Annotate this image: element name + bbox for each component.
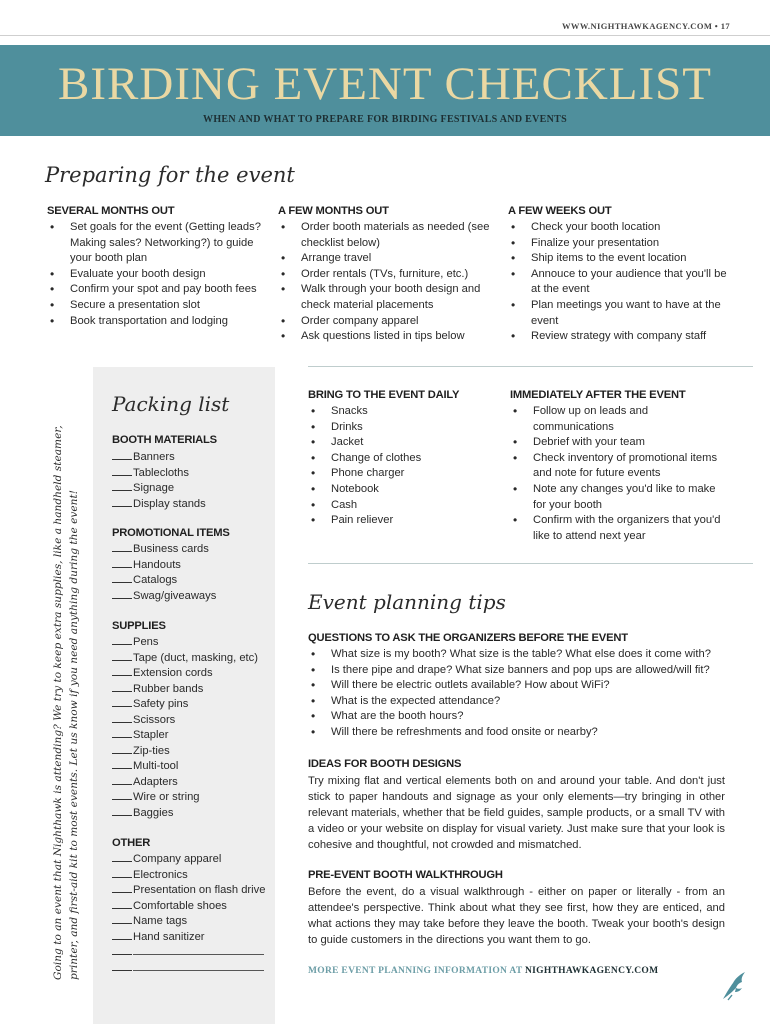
booth-materials-list (112, 450, 206, 512)
list-item: Swag/giveaways (112, 589, 216, 605)
list-item: • Change of clothes (308, 451, 498, 467)
list-item: • Debrief with your team (510, 435, 730, 451)
check-blank (112, 451, 132, 460)
other-heading: OTHER (112, 837, 151, 849)
list-item: • What size is my booth? What size is the table? What else does it come with? (308, 647, 738, 663)
list-item: • Check inventory of promotional items and note for future events (510, 451, 730, 482)
header-divider (0, 35, 770, 36)
list-item: Baggies (112, 806, 258, 822)
list-item: • Arrange travel (278, 251, 493, 267)
list-item: • Follow up on leads and communications (510, 404, 730, 435)
check-blank (112, 900, 132, 909)
page-subtitle: WHEN AND WHAT TO PREPARE FOR BIRDING FESTIVALS AND EVENTS (203, 114, 567, 125)
questions-list (308, 647, 738, 741)
list-item: • Cash (308, 498, 498, 514)
list-item: • Ask questions listed in tips below (278, 329, 493, 345)
after-event-heading: IMMEDIATELY AFTER THE EVENT (510, 389, 686, 401)
list-item: Zip-ties (112, 744, 258, 760)
check-blank (112, 590, 132, 599)
questions-heading: QUESTIONS TO ASK THE ORGANIZERS BEFORE THE EVENT (308, 632, 628, 644)
page-reference: WWW.NIGHTHAWKAGENCY.COM • 17 (562, 21, 730, 31)
check-blank (112, 543, 132, 552)
list-item: • Confirm your spot and pay booth fees (47, 282, 272, 298)
check-blank (112, 807, 132, 816)
check-blank (112, 559, 132, 568)
bring-daily-list (308, 404, 498, 529)
list-item: Catalogs (112, 573, 216, 589)
packing-list-sidebar (93, 367, 275, 1024)
divider (308, 366, 753, 367)
nighthawk-bird-icon (720, 970, 748, 1002)
several-months-heading: SEVERAL MONTHS OUT (47, 205, 175, 217)
list-item: Business cards (112, 542, 216, 558)
after-event-list (510, 404, 730, 544)
list-item: Tablecloths (112, 466, 206, 482)
list-item: • What are the booth hours? (308, 709, 738, 725)
preparing-section-title: Preparing for the event (45, 163, 295, 187)
ideas-heading: IDEAS FOR BOOTH DESIGNS (308, 758, 462, 770)
list-item: • Order company apparel (278, 314, 493, 330)
check-blank (112, 745, 132, 754)
list-item: • Order booth materials as needed (see checklist below) (278, 220, 493, 251)
check-blank (112, 667, 132, 676)
check-blank (112, 574, 132, 583)
check-blank (112, 884, 132, 893)
footer-label: MORE EVENT PLANNING INFORMATION AT (308, 966, 523, 976)
several-months-list (47, 220, 272, 329)
list-item: • Pain reliever (308, 513, 498, 529)
list-item: Extension cords (112, 666, 258, 682)
bring-daily-heading: BRING TO THE EVENT DAILY (308, 389, 460, 401)
list-item: Stapler (112, 728, 258, 744)
list-item: • Annouce to your audience that you'll be at the event (508, 267, 728, 298)
list-item: • Confirm with the organizers that you'd like to attend next year (510, 513, 730, 544)
blank-entry (112, 945, 265, 961)
list-item: Handouts (112, 558, 216, 574)
list-item: Banners (112, 450, 206, 466)
sidebar-note: Going to an event that Nighthawk is attending? We try to keep extra supplies, like a handheld steamer, printer, and first-aid kit to most events. Let us know if you need anything during the event! (52, 425, 80, 980)
page-title: BIRDING EVENT CHECKLIST (58, 58, 712, 110)
list-item: • Notebook (308, 482, 498, 498)
list-item: Rubber bands (112, 682, 258, 698)
check-blank (112, 652, 132, 661)
list-item: • Book transportation and lodging (47, 314, 272, 330)
supplies-heading: SUPPLIES (112, 620, 166, 632)
check-blank (112, 760, 132, 769)
list-item: • Jacket (308, 435, 498, 451)
check-blank (112, 791, 132, 800)
check-blank (112, 931, 132, 940)
list-item: • Snacks (308, 404, 498, 420)
list-item: • Ship items to the event location (508, 251, 728, 267)
check-blank (112, 683, 132, 692)
list-item: • Phone charger (308, 466, 498, 482)
list-item: Electronics (112, 868, 265, 884)
title-banner (0, 45, 770, 136)
list-item: • Plan meetings you want to have at the event (508, 298, 728, 329)
list-item: Hand sanitizer (112, 930, 265, 946)
list-item: • Will there be refreshments and food onsite or nearby? (308, 725, 738, 741)
list-item: • Secure a presentation slot (47, 298, 272, 314)
list-item: Name tags (112, 914, 265, 930)
check-blank (112, 636, 132, 645)
list-item: Tape (duct, masking, etc) (112, 651, 258, 667)
list-item: • Check your booth location (508, 220, 728, 236)
list-item: Wire or string (112, 790, 258, 806)
check-blank (112, 776, 132, 785)
list-item: Adapters (112, 775, 258, 791)
supplies-list (112, 635, 258, 821)
footer-text (308, 966, 658, 976)
list-item: Comfortable shoes (112, 899, 265, 915)
check-blank (112, 714, 132, 723)
few-months-list (278, 220, 493, 345)
list-item: • Set goals for the event (Getting leads? Making sales? Networking?) to guide your booth plan (47, 220, 272, 267)
booth-materials-heading: BOOTH MATERIALS (112, 434, 217, 446)
list-item: • Is there pipe and drape? What size banners and pop ups are allowed/will fit? (308, 663, 738, 679)
list-item: • Note any changes you'd like to make for your booth (510, 482, 730, 513)
list-item: • Finalize your presentation (508, 236, 728, 252)
few-weeks-heading: A FEW WEEKS OUT (508, 205, 612, 217)
check-blank (112, 467, 132, 476)
few-weeks-list (508, 220, 728, 345)
check-blank (112, 915, 132, 924)
tips-section-title: Event planning tips (308, 590, 506, 614)
other-list (112, 852, 265, 976)
blank-entry (112, 961, 265, 977)
few-months-heading: A FEW MONTHS OUT (278, 205, 389, 217)
list-item: • Order rentals (TVs, furniture, etc.) (278, 267, 493, 283)
list-item: Multi-tool (112, 759, 258, 775)
walkthrough-heading: PRE-EVENT BOOTH WALKTHROUGH (308, 869, 503, 881)
list-item: Presentation on flash drive (112, 883, 265, 899)
list-item: • Will there be electric outlets available? How about WiFi? (308, 678, 738, 694)
promotional-items-heading: PROMOTIONAL ITEMS (112, 527, 230, 539)
walkthrough-paragraph: Before the event, do a visual walkthrough - either on paper or literally - from an attendee's perspective. Think about what they see first, how they are enticed, and what actions they may take before they leave the booth. Tweak your booth's design to guide customers in the directions you want them to go. (308, 886, 725, 946)
footer-link[interactable]: NIGHTHAWKAGENCY.COM (524, 966, 659, 976)
list-item: Display stands (112, 497, 206, 513)
promotional-items-list (112, 542, 216, 604)
ideas-paragraph: Try mixing flat and vertical elements both on and around your table. And don't just stick to paper handouts and signage as your only elements—try bringing in other relevant materials, whether that be field guides, sample products, or a small TV with a video or your website on display for visual variety. Just make sure that your look is cohesive and thoughtful, not crowded and mismatched. (308, 775, 725, 851)
check-blank (112, 853, 132, 862)
packing-list-title: Packing list (112, 392, 230, 416)
list-item: • Review strategy with company staff (508, 329, 728, 345)
list-item: Signage (112, 481, 206, 497)
check-blank (112, 869, 132, 878)
divider (308, 563, 753, 564)
list-item: • What is the expected attendance? (308, 694, 738, 710)
check-blank (112, 482, 132, 491)
list-item: • Evaluate your booth design (47, 267, 272, 283)
check-blank (112, 498, 132, 507)
list-item: Scissors (112, 713, 258, 729)
list-item: Pens (112, 635, 258, 651)
list-item: Safety pins (112, 697, 258, 713)
check-blank (112, 698, 132, 707)
check-blank (112, 729, 132, 738)
list-item: Company apparel (112, 852, 265, 868)
list-item: • Drinks (308, 420, 498, 436)
list-item: • Walk through your booth design and check material placements (278, 282, 493, 313)
